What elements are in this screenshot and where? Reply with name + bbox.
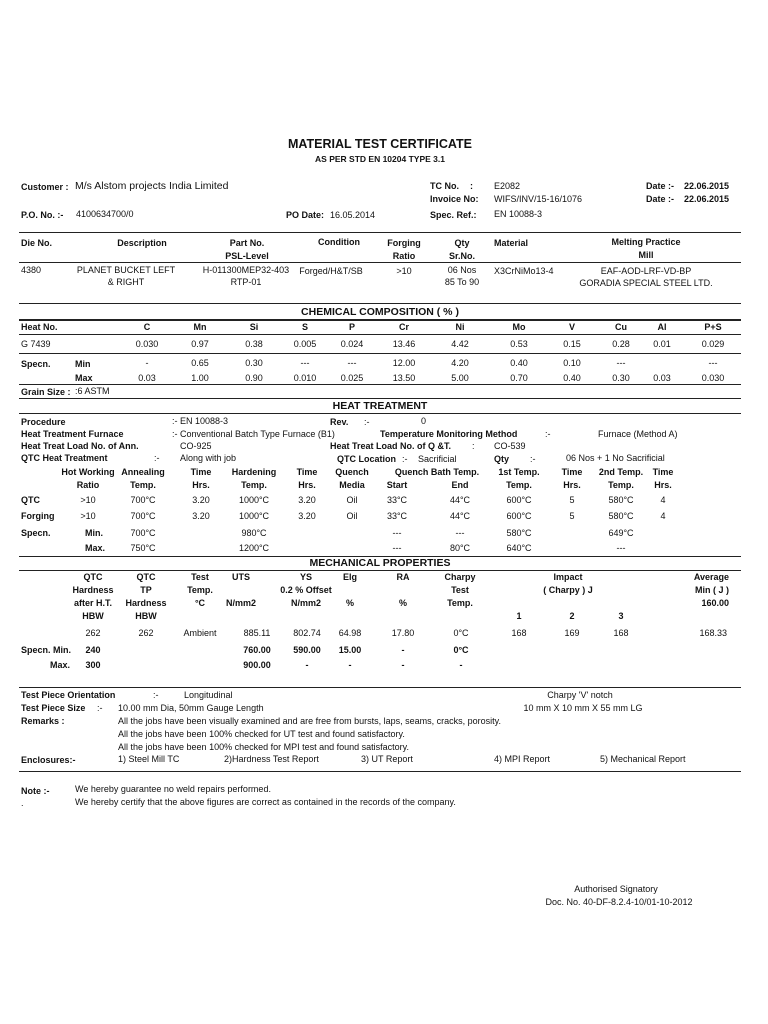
ht-cell: 4 xyxy=(660,511,666,521)
element-max: 13.50 xyxy=(392,373,416,383)
col-qty: Qty xyxy=(454,238,470,248)
po-date-value: 16.05.2014 xyxy=(330,210,376,220)
element-header: S xyxy=(301,322,309,332)
ht-cell: --- xyxy=(616,543,626,553)
mech-min-value: 0°C xyxy=(453,645,469,655)
mech-result-value: 885.11 xyxy=(243,628,271,638)
po-label: P.O. No. :- xyxy=(21,210,64,220)
mech-result-value: 168.33 xyxy=(699,628,727,638)
ht-cell: 700°C xyxy=(130,495,156,505)
qty-value: 06 Nos + 1 No Sacrificial xyxy=(566,453,665,463)
mech-max-value: 900.00 xyxy=(243,660,271,670)
enclosure-item: 3) UT Report xyxy=(361,754,413,764)
element-value: 0.28 xyxy=(612,339,630,349)
mech-header: QTC xyxy=(83,572,103,582)
mech-max-label: Max. xyxy=(50,660,71,670)
divider xyxy=(19,353,741,354)
ht-cell: Oil xyxy=(346,511,358,521)
grain-size-value: :6 ASTM xyxy=(75,386,110,396)
divider xyxy=(19,771,741,772)
rev-colon: :- xyxy=(364,417,370,427)
col-forging: Forging xyxy=(387,238,421,248)
min-label: Min xyxy=(75,359,91,369)
divider xyxy=(19,320,741,321)
po-date-label: PO Date: xyxy=(286,210,325,220)
spec-ref-label: Spec. Ref.: xyxy=(430,210,477,220)
ht-cell: 700°C xyxy=(130,528,156,538)
element-value: 0.97 xyxy=(191,339,209,349)
element-value: 4.42 xyxy=(451,339,469,349)
remark-line: All the jobs have been 100% checked for UT test and found satisfactory. xyxy=(118,729,405,739)
temp-method-value: Furnace (Method A) xyxy=(598,429,678,439)
enclosures-label: Enclosures:- xyxy=(21,755,76,765)
ht-row-label: QTC xyxy=(21,495,40,505)
mech-max-value: - xyxy=(348,660,352,670)
remark-line: All the jobs have been 100% checked for MPI test and found satisfactory. xyxy=(118,742,410,752)
element-max: 0.40 xyxy=(563,373,581,383)
mech-header: 3 xyxy=(618,611,624,621)
furnace-value: :- Conventional Batch Type Furnace (B1) xyxy=(172,429,335,439)
ht-col-subheader: Temp. xyxy=(506,480,532,490)
ht-cell: 700°C xyxy=(130,511,156,521)
description-value: PLANET BUCKET LEFT xyxy=(76,265,176,275)
qtc-location-colon: :- xyxy=(402,454,408,464)
col-condition: Condition xyxy=(318,237,360,247)
col-mill: Mill xyxy=(638,250,654,260)
mech-result-value: 262 xyxy=(85,628,101,638)
mech-result-value: 169 xyxy=(564,628,580,638)
ht-row-sublabel: Min. xyxy=(85,528,103,538)
certificate-subtitle: AS PER STD EN 10204 TYPE 3.1 xyxy=(315,154,445,164)
element-value: 0.15 xyxy=(563,339,581,349)
note-dot: . xyxy=(21,798,24,808)
mech-min-value: 15.00 xyxy=(338,645,362,655)
material-value: X3CrNiMo13-4 xyxy=(494,266,554,276)
mech-header: 1 xyxy=(516,611,522,621)
po-value: 4100634700/0 xyxy=(76,209,134,219)
rev-label: Rev. xyxy=(330,417,349,427)
element-value: 0.005 xyxy=(293,339,317,349)
ht-cell: 44°C xyxy=(449,511,471,521)
date2-value: 22.06.2015 xyxy=(684,194,730,204)
ht-cell: 3.20 xyxy=(298,495,316,505)
element-max: 0.30 xyxy=(612,373,630,383)
element-min: 0.40 xyxy=(510,358,528,368)
mech-header: HBW xyxy=(82,611,104,621)
mech-header: Impact xyxy=(553,572,583,582)
ht-row-label: Specn. xyxy=(21,528,51,538)
part-no-value: H-011300MEP32-403 xyxy=(202,265,290,275)
mech-header: Min ( J ) xyxy=(695,585,729,595)
element-value: 0.029 xyxy=(701,339,725,349)
qty-colon: :- xyxy=(530,454,536,464)
element-header: Mn xyxy=(193,322,207,332)
mill-value: GORADIA SPECIAL STEEL LTD. xyxy=(579,278,713,288)
mech-result-value: 64.98 xyxy=(338,628,362,638)
tc-no-value: E2082 xyxy=(494,181,521,191)
mech-result-value: 168 xyxy=(511,628,527,638)
element-max: 0.70 xyxy=(510,373,528,383)
divider xyxy=(19,232,741,233)
ht-col-subheader: Temp. xyxy=(130,480,156,490)
divider xyxy=(19,413,741,414)
mech-header: RA xyxy=(396,572,410,582)
divider xyxy=(19,384,741,385)
rev-value: 0 xyxy=(421,416,427,426)
qty-value: 06 Nos xyxy=(447,265,477,275)
element-header: Si xyxy=(249,322,259,332)
mech-max-value: - xyxy=(305,660,309,670)
ht-col-header: Time xyxy=(652,467,674,477)
element-header: P+S xyxy=(704,322,722,332)
element-min: --- xyxy=(708,358,718,368)
qty-label: Qty xyxy=(494,454,510,464)
element-min: 0.30 xyxy=(245,358,263,368)
ht-col-header: Annealing xyxy=(121,467,165,477)
note-line: We hereby guarantee no weld repairs performed. xyxy=(75,784,271,794)
ht-col-header: Time xyxy=(190,467,212,477)
element-max: 0.030 xyxy=(701,373,725,383)
ht-cell: 5 xyxy=(569,511,575,521)
ht-cell: 3.20 xyxy=(192,495,210,505)
col-material: Material xyxy=(494,238,529,248)
charpy-size: 10 mm X 10 mm X 55 mm LG xyxy=(523,703,643,713)
col-ratio: Ratio xyxy=(392,251,416,261)
element-min: --- xyxy=(300,358,310,368)
element-value: 0.01 xyxy=(653,339,671,349)
load-ann-label: Heat Treat Load No. of Ann. xyxy=(21,441,139,451)
element-min: 12.00 xyxy=(392,358,416,368)
remark-line: All the jobs have been visually examined and are free from bursts, laps, seams, cracks, porosity. xyxy=(118,716,502,726)
ht-cell: 750°C xyxy=(130,543,156,553)
doc-number: Doc. No. 40-DF-8.2.4-10/01-10-2012 xyxy=(545,897,693,907)
ht-col-subheader: End xyxy=(451,480,469,490)
qtc-ht-label: QTC Heat Treatment xyxy=(21,453,108,463)
ht-cell: 80°C xyxy=(449,543,471,553)
col-die-no: Die No. xyxy=(21,238,53,248)
mech-header: Hardness xyxy=(72,585,114,595)
mech-result-value: 0°C xyxy=(453,628,469,638)
ht-cell: >10 xyxy=(80,495,96,505)
psl-value: RTP-01 xyxy=(230,277,262,287)
note-label: Note :- xyxy=(21,786,50,796)
element-min: --- xyxy=(347,358,357,368)
date2-label: Date :- xyxy=(646,194,675,204)
ht-cell: 3.20 xyxy=(192,511,210,521)
mech-result-value: 168 xyxy=(613,628,629,638)
note-line: We hereby certify that the above figures are correct as contained in the records of the company. xyxy=(75,797,456,807)
col-part-no: Part No. xyxy=(229,238,265,248)
ht-col-header: Quench xyxy=(335,467,369,477)
heat-no-label: Heat No. xyxy=(21,322,58,332)
ht-cell: 1000°C xyxy=(238,495,270,505)
date1-label: Date :- xyxy=(646,181,675,191)
orientation-label: Test Piece Orientation xyxy=(21,690,116,700)
ht-cell: 44°C xyxy=(449,495,471,505)
specn-label: Specn. xyxy=(21,359,51,369)
ht-cell: 980°C xyxy=(241,528,267,538)
element-min: 4.20 xyxy=(451,358,469,368)
ht-cell: 580°C xyxy=(506,528,532,538)
load-ann-value: CO-925 xyxy=(180,441,212,451)
ht-cell: 580°C xyxy=(608,511,634,521)
element-value: 0.030 xyxy=(135,339,159,349)
enclosure-item: 4) MPI Report xyxy=(494,754,551,764)
mech-header: UTS xyxy=(232,572,250,582)
element-header: Cr xyxy=(398,322,410,332)
mech-header: Average xyxy=(693,572,729,582)
ht-col-subheader: Temp. xyxy=(241,480,267,490)
mech-result-value: 17.80 xyxy=(391,628,415,638)
ht-col-subheader: Start xyxy=(386,480,408,490)
col-sr-no: Sr.No. xyxy=(448,251,476,261)
element-value: 0.38 xyxy=(245,339,263,349)
enclosure-item: 5) Mechanical Report xyxy=(600,754,686,764)
element-max: 1.00 xyxy=(191,373,209,383)
size-label: Test Piece Size xyxy=(21,703,86,713)
element-max: 0.025 xyxy=(340,373,364,383)
element-max: 0.010 xyxy=(293,373,317,383)
mech-header: Temp. xyxy=(447,598,473,608)
mech-min-value: 760.00 xyxy=(243,645,271,655)
ht-cell: 4 xyxy=(660,495,666,505)
chemical-section-title: CHEMICAL COMPOSITION ( % ) xyxy=(301,306,459,318)
max-label: Max xyxy=(75,373,93,383)
mech-min-value: 240 xyxy=(85,645,101,655)
divider xyxy=(19,687,741,688)
mech-header: Hardness xyxy=(125,598,167,608)
size-colon: :- xyxy=(97,703,103,713)
divider xyxy=(19,398,741,399)
element-max: 5.00 xyxy=(451,373,469,383)
ht-col-subheader: Media xyxy=(339,480,365,490)
element-max: 0.90 xyxy=(245,373,263,383)
ht-col-subheader: Hrs. xyxy=(192,480,210,490)
element-header: Ni xyxy=(455,322,465,332)
description-value-2: & RIGHT xyxy=(107,277,145,287)
ht-col-subheader: Hrs. xyxy=(563,480,581,490)
mech-min-value: - xyxy=(401,645,405,655)
load-qt-value: CO-539 xyxy=(494,441,526,451)
element-header: C xyxy=(143,322,151,332)
tc-no-label: TC No. xyxy=(430,181,459,191)
mech-header: 2 xyxy=(569,611,575,621)
mech-header: °C xyxy=(194,598,206,608)
orientation-colon: :- xyxy=(153,690,159,700)
mech-header: % xyxy=(345,598,355,608)
ht-cell: 5 xyxy=(569,495,575,505)
element-header: P xyxy=(348,322,356,332)
col-psl-level: PSL-Level xyxy=(225,251,269,261)
element-header: Al xyxy=(657,322,667,332)
col-melting-practice: Melting Practice xyxy=(611,237,681,247)
qtc-ht-value: Along with job xyxy=(180,453,237,463)
ht-cell: 33°C xyxy=(386,511,408,521)
mech-header: QTC xyxy=(136,572,156,582)
element-min: 0.10 xyxy=(563,358,581,368)
ht-col-header: Time xyxy=(561,467,583,477)
col-description: Description xyxy=(117,238,167,248)
authorised-signatory: Authorised Signatory xyxy=(574,884,658,894)
mech-header: HBW xyxy=(135,611,157,621)
mech-header: ( Charpy ) J xyxy=(543,585,593,595)
mech-header: Charpy xyxy=(444,572,476,582)
element-min: - xyxy=(145,358,149,368)
forging-value: >10 xyxy=(396,266,412,276)
date1-value: 22.06.2015 xyxy=(684,181,730,191)
sr-no-value: 85 To 90 xyxy=(444,277,480,287)
element-header: V xyxy=(568,322,576,332)
mech-header: Elg xyxy=(342,572,358,582)
mech-max-value: - xyxy=(459,660,463,670)
certificate-title: MATERIAL TEST CERTIFICATE xyxy=(287,137,473,151)
ht-cell: 580°C xyxy=(608,495,634,505)
ht-cell: 33°C xyxy=(386,495,408,505)
qtc-ht-colon: :- xyxy=(154,453,160,463)
mech-header: after H.T. xyxy=(73,598,113,608)
ht-row-label: Forging xyxy=(21,511,55,521)
mech-result-value: Ambient xyxy=(183,628,217,638)
ht-cell: --- xyxy=(455,528,465,538)
enclosure-item: 1) Steel Mill TC xyxy=(118,754,180,764)
customer-label: Customer : xyxy=(21,182,69,192)
ht-row-sublabel: Max. xyxy=(85,543,106,553)
element-min: 0.65 xyxy=(191,358,209,368)
ht-col-header: Quench Bath Temp. xyxy=(394,467,480,477)
ht-col-header: 1st Temp. xyxy=(498,467,540,477)
ht-col-subheader: Ratio xyxy=(76,480,100,490)
ht-cell: 600°C xyxy=(506,495,532,505)
invoice-label: Invoice No: xyxy=(430,194,479,204)
mech-specn-min-label: Specn. Min. xyxy=(21,645,72,655)
ht-col-header: Time xyxy=(296,467,318,477)
ht-col-header: 2nd Temp. xyxy=(598,467,644,477)
ht-col-header: Hardening xyxy=(231,467,277,477)
mech-header: N/mm2 xyxy=(225,598,257,608)
furnace-label: Heat Treatment Furnace xyxy=(21,429,124,439)
orientation-value: Longitudinal xyxy=(184,690,233,700)
ht-cell: 3.20 xyxy=(298,511,316,521)
ht-cell: 640°C xyxy=(506,543,532,553)
qtc-location-value: Sacrificial xyxy=(418,454,457,464)
mech-header: YS xyxy=(299,572,313,582)
ht-col-subheader: Hrs. xyxy=(298,480,316,490)
mechanical-section-title: MECHANICAL PROPERTIES xyxy=(309,557,451,569)
mech-max-value: 300 xyxy=(85,660,101,670)
invoice-value: WIFS/INV/15-16/1076 xyxy=(494,194,583,204)
element-value: 0.53 xyxy=(510,339,528,349)
mech-header: TP xyxy=(140,585,152,595)
divider xyxy=(19,303,741,304)
load-qt-colon: : xyxy=(472,441,475,451)
size-value: 10.00 mm Dia, 50mm Gauge Length xyxy=(118,703,264,713)
ht-cell: 1000°C xyxy=(238,511,270,521)
qtc-location-label: QTC Location xyxy=(337,454,396,464)
spec-ref-value: EN 10088-3 xyxy=(494,209,543,219)
divider xyxy=(19,262,741,263)
tc-no-colon: : xyxy=(470,181,473,191)
load-qt-label: Heat Treat Load No. of Q &T. xyxy=(330,441,452,451)
ht-col-subheader: Temp. xyxy=(608,480,634,490)
element-min: --- xyxy=(616,358,626,368)
mech-header: N/mm2 xyxy=(290,598,322,608)
element-header: Mo xyxy=(512,322,526,332)
mech-header: Test xyxy=(451,585,469,595)
grain-size-label: Grain Size : xyxy=(21,387,71,397)
temp-method-colon: :- xyxy=(545,429,551,439)
ht-cell: 600°C xyxy=(506,511,532,521)
element-value: 0.024 xyxy=(340,339,364,349)
mech-header: Test xyxy=(191,572,209,582)
mech-result-value: 802.74 xyxy=(293,628,321,638)
divider xyxy=(19,334,741,335)
mech-header: 160.00 xyxy=(701,598,729,608)
element-header: Cu xyxy=(615,322,627,332)
charpy-notch: Charpy 'V' notch xyxy=(547,690,613,700)
customer-value: M/s Alstom projects India Limited xyxy=(75,180,229,192)
ht-cell: 1200°C xyxy=(238,543,270,553)
ht-cell: Oil xyxy=(346,495,358,505)
heat-no-value: G 7439 xyxy=(21,339,51,349)
remarks-label: Remarks : xyxy=(21,716,65,726)
ht-cell: --- xyxy=(392,528,402,538)
ht-col-subheader: Hrs. xyxy=(654,480,672,490)
mech-header: 0.2 % Offset xyxy=(280,585,332,595)
condition-value: Forged/H&T/SB xyxy=(299,266,363,276)
procedure-value: :- EN 10088-3 xyxy=(172,416,229,426)
mech-min-value: 590.00 xyxy=(293,645,321,655)
temp-method-label: Temperature Monitoring Method xyxy=(380,429,518,439)
element-value: 13.46 xyxy=(392,339,416,349)
mech-header: Temp. xyxy=(187,585,213,595)
element-max: 0.03 xyxy=(138,373,156,383)
element-max: 0.03 xyxy=(653,373,671,383)
divider xyxy=(19,570,741,571)
die-no-value: 4380 xyxy=(21,265,42,275)
enclosure-item: 2)Hardness Test Report xyxy=(224,754,319,764)
ht-col-header: Hot Working xyxy=(61,467,115,477)
procedure-label: Procedure xyxy=(21,417,66,427)
mech-max-value: - xyxy=(401,660,405,670)
ht-cell: --- xyxy=(392,543,402,553)
ht-cell: 649°C xyxy=(608,528,634,538)
mech-header: % xyxy=(398,598,408,608)
ht-cell: >10 xyxy=(80,511,96,521)
melting-value: EAF-AOD-LRF-VD-BP xyxy=(600,266,692,276)
mech-result-value: 262 xyxy=(138,628,154,638)
heat-treatment-section-title: HEAT TREATMENT xyxy=(332,400,428,412)
